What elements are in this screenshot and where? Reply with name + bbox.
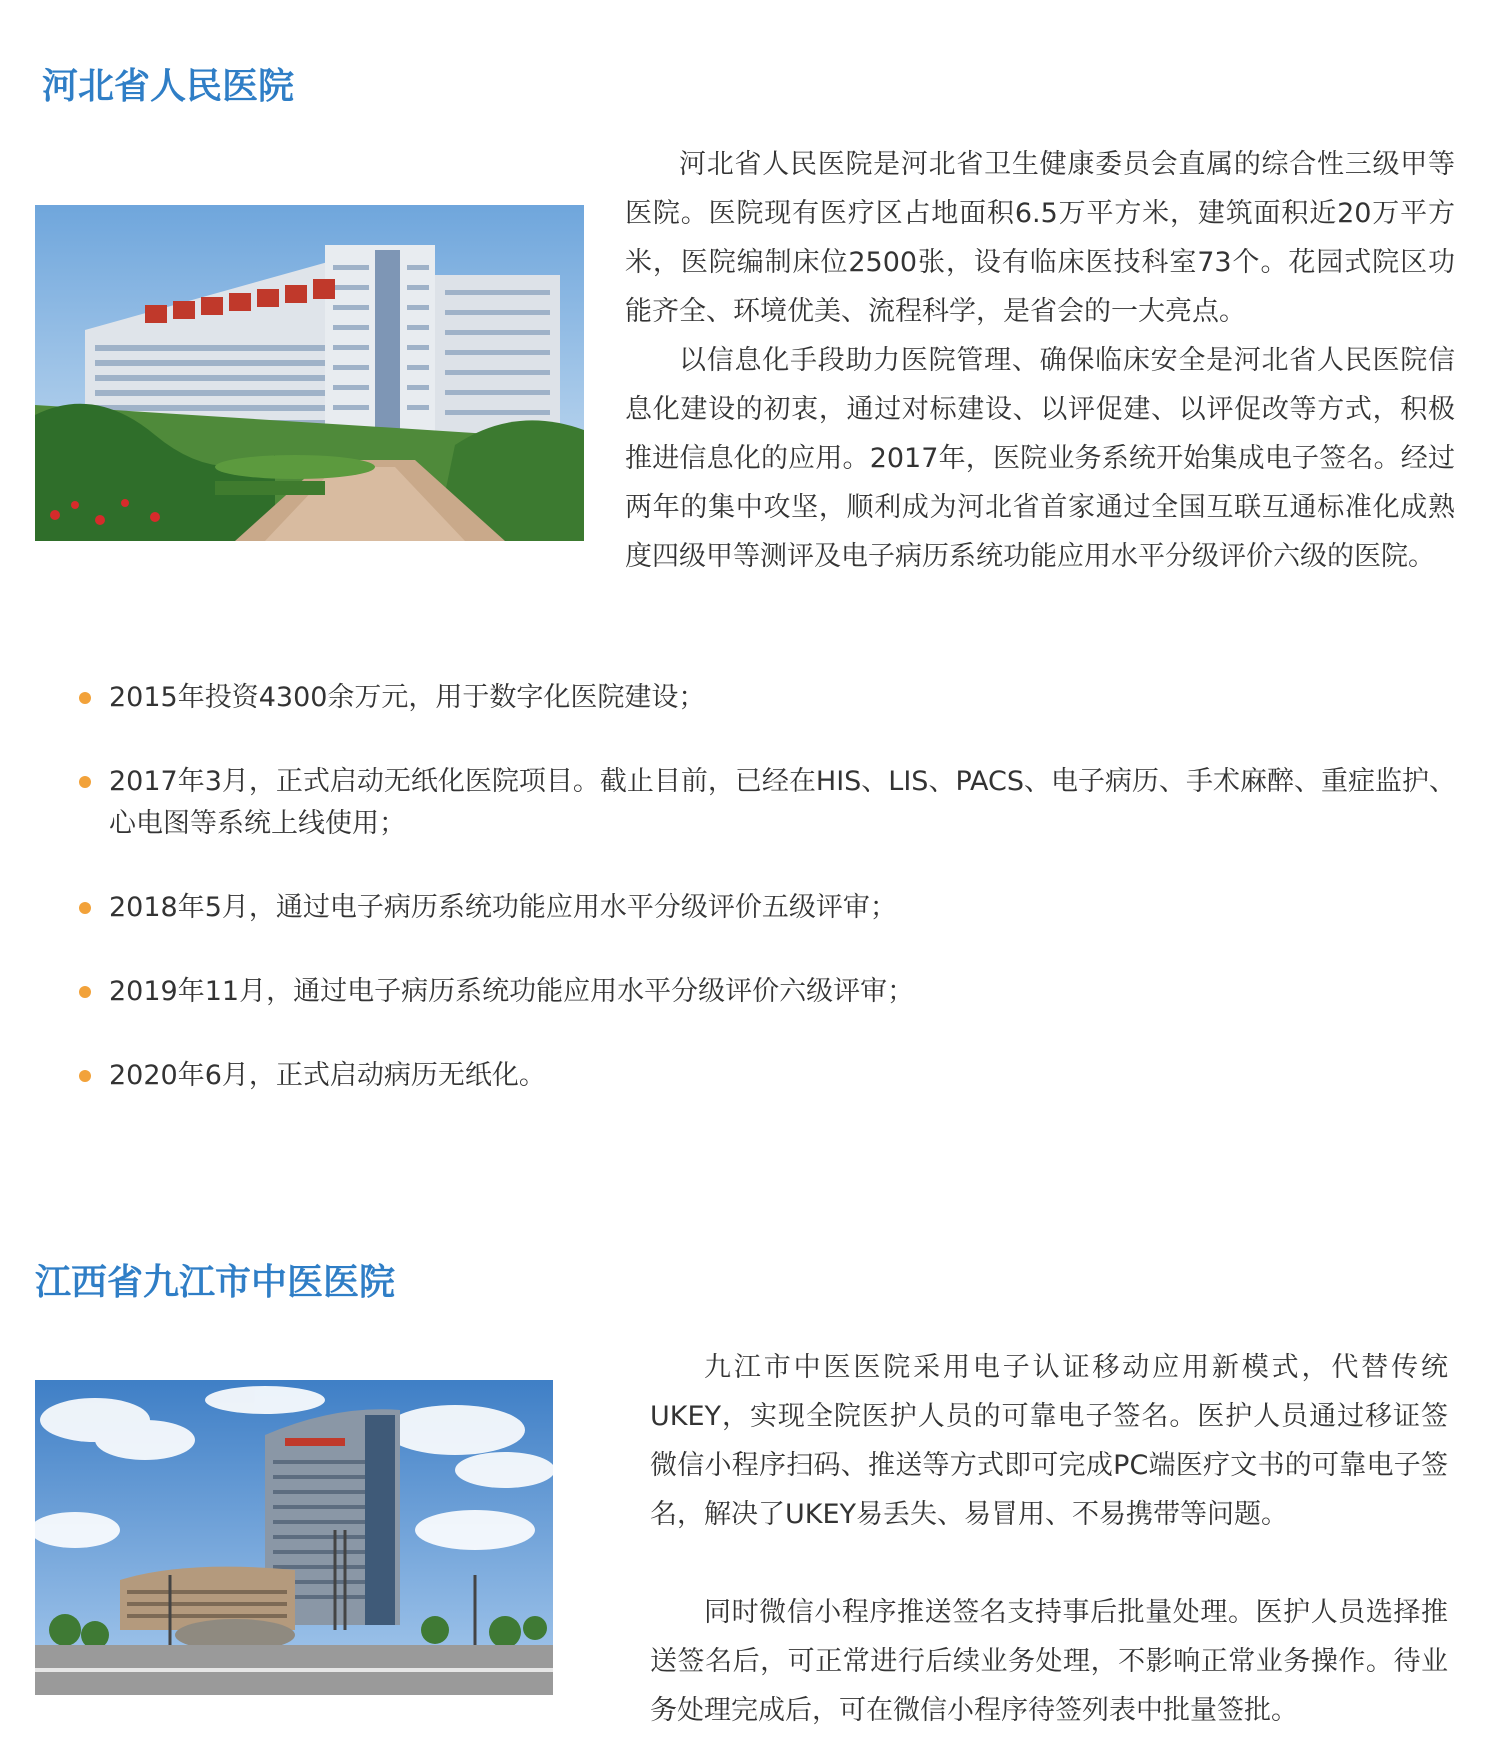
bullet-dot-icon bbox=[79, 692, 91, 704]
bullet-dot-icon bbox=[79, 776, 91, 788]
section-title-jiujiang: 江西省九江市中医医院 bbox=[35, 1262, 396, 1303]
milestone-text: 2020年6月，正式启动病历无纸化。 bbox=[109, 1060, 546, 1091]
milestone-list bbox=[79, 677, 1469, 1139]
bullet-dot-icon bbox=[79, 1070, 91, 1082]
hebei-paragraph-1: 河北省人民医院是河北省卫生健康委员会直属的综合性三级甲等医院。医院现有医疗区占地面积6.5万平方米，建筑面积近20万平方米，医院编制床位2500张，设有临床医技科室73个。花园式院区功能齐全、环境优美、流程科学，是省会的一大亮点。 bbox=[625, 149, 1455, 327]
hospital-building-photo bbox=[35, 205, 584, 541]
bullet-dot-icon bbox=[79, 986, 91, 998]
paragraph-spacer bbox=[650, 1539, 1448, 1588]
milestone-text: 2018年5月，通过电子病历系统功能应用水平分级评价五级评审； bbox=[109, 892, 897, 923]
section-title-hebei: 河北省人民医院 bbox=[42, 66, 295, 107]
list-item bbox=[79, 971, 1469, 1013]
hospital-tower-photo bbox=[35, 1380, 553, 1695]
list-item bbox=[79, 677, 1469, 719]
list-item bbox=[79, 1055, 1469, 1097]
bullet-dot-icon bbox=[79, 902, 91, 914]
building-illustration bbox=[35, 205, 584, 541]
milestone-text: 2019年11月，通过电子病历系统功能应用水平分级评价六级评审； bbox=[109, 976, 915, 1007]
jiujiang-paragraph-1: 九江市中医医院采用电子认证移动应用新模式，代替传统UKEY，实现全院医护人员的可靠电子签名。医护人员通过移证签微信小程序扫码、推送等方式即可完成PC端医疗文书的可靠电子签名，解决了UKEY易丢失、易冒用、不易携带等问题。 bbox=[650, 1352, 1448, 1530]
milestone-text: 2017年3月，正式启动无纸化医院项目。截止目前，已经在HIS、LIS、PACS、电子病历、手术麻醉、重症监护、心电图等系统上线使用； bbox=[109, 766, 1456, 839]
list-item bbox=[79, 887, 1469, 929]
tower-illustration bbox=[35, 1380, 553, 1695]
hebei-paragraph-2: 以信息化手段助力医院管理、确保临床安全是河北省人民医院信息化建设的初衷，通过对标建设、以评促建、以评促改等方式，积极推进信息化的应用。2017年，医院业务系统开始集成电子签名。经过两年的集中攻坚，顺利成为河北省首家通过全国互联互通标准化成熟度四级甲等测评及电子病历系统功能应用水平分级评价六级的医院。 bbox=[625, 345, 1455, 572]
list-item bbox=[79, 761, 1469, 845]
hebei-intro bbox=[625, 140, 1455, 581]
milestone-text: 2015年投资4300余万元，用于数字化医院建设； bbox=[109, 682, 706, 713]
jiujiang-paragraph-2: 同时微信小程序推送签名支持事后批量处理。医护人员选择推送签名后，可正常进行后续业务处理，不影响正常业务操作。待业务处理完成后，可在微信小程序待签列表中批量签批。 bbox=[650, 1597, 1448, 1726]
jiujiang-intro bbox=[650, 1343, 1448, 1735]
